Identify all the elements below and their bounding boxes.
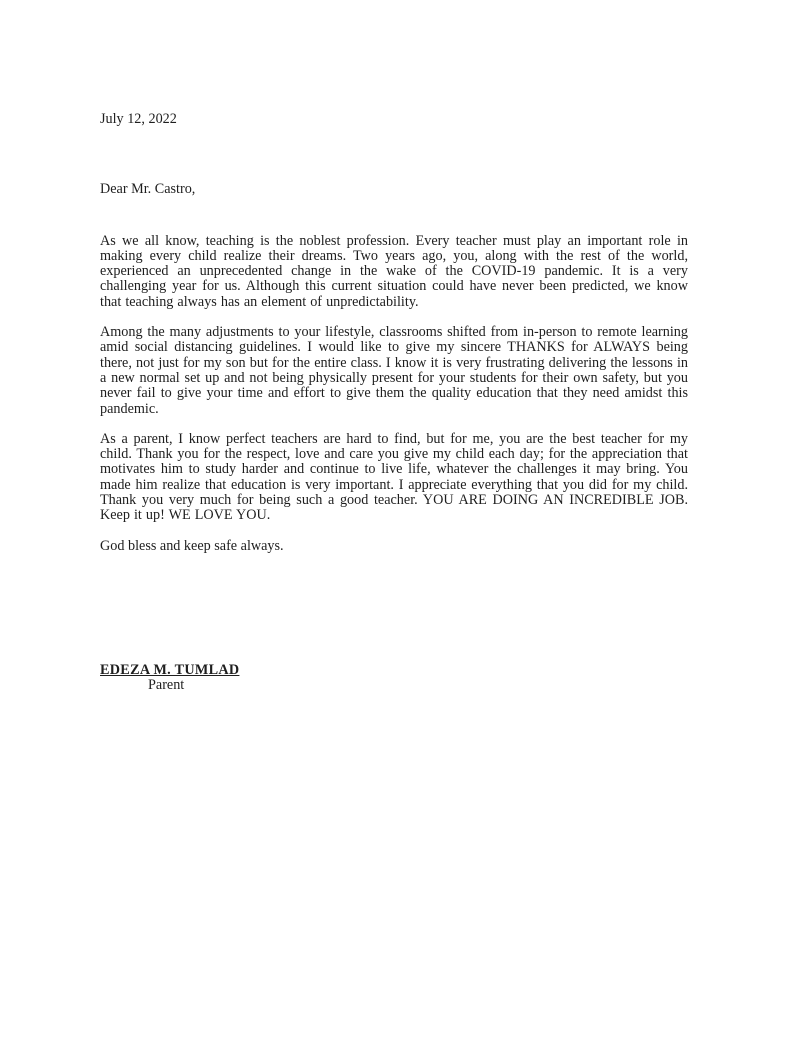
letter-salutation: Dear Mr. Castro, [100,181,196,198]
letter-paragraph-1: As we all know, teaching is the noblest profession. Every teacher must play an important role in making every child realize their dreams. Two years ago, you, along with the rest of the world, experienced an unprecedented change in the wake of the COVID-19 pandemic. It is a very challenging year for us. Although this current situation could have never been predicted, we know that teaching always has an element of unpredictability. [100,232,688,310]
signature-name: EDEZA M. TUMLAD [100,661,240,678]
letter-date: July 12, 2022 [100,111,177,127]
signature-title: Parent [148,677,185,694]
signature-block [100,663,688,694]
letter-paragraph-2: Among the many adjustments to your lifestyle, classrooms shifted from in-person to remote learning amid social distancing guidelines. I would like to give my sincere THANKS for ALWAYS being there, not just for my son but for the entire class. I know it is very frustrating delivering the lessons in a new normal set up and not being physically present for your students for their own safety, but you never fail to give your time and effort to give them the quality education that they need amidst this pandemic. [100,324,688,417]
letter-closing: God bless and keep safe always. [100,537,284,554]
letter-paragraph-3: As a parent, I know perfect teachers are hard to find, but for me, you are the best teacher for my child. Thank you for the respect, love and care you give my child each day; for the appreciation that motivates him to study harder and continue to live life, whatever the challenges it may bring. You made him realize that education is very important. I appreciate everything that you did for my child. Thank you very much for being such a good teacher. YOU ARE DOING AN INCREDIBLE JOB. Keep it up! WE LOVE YOU. [100,430,688,524]
